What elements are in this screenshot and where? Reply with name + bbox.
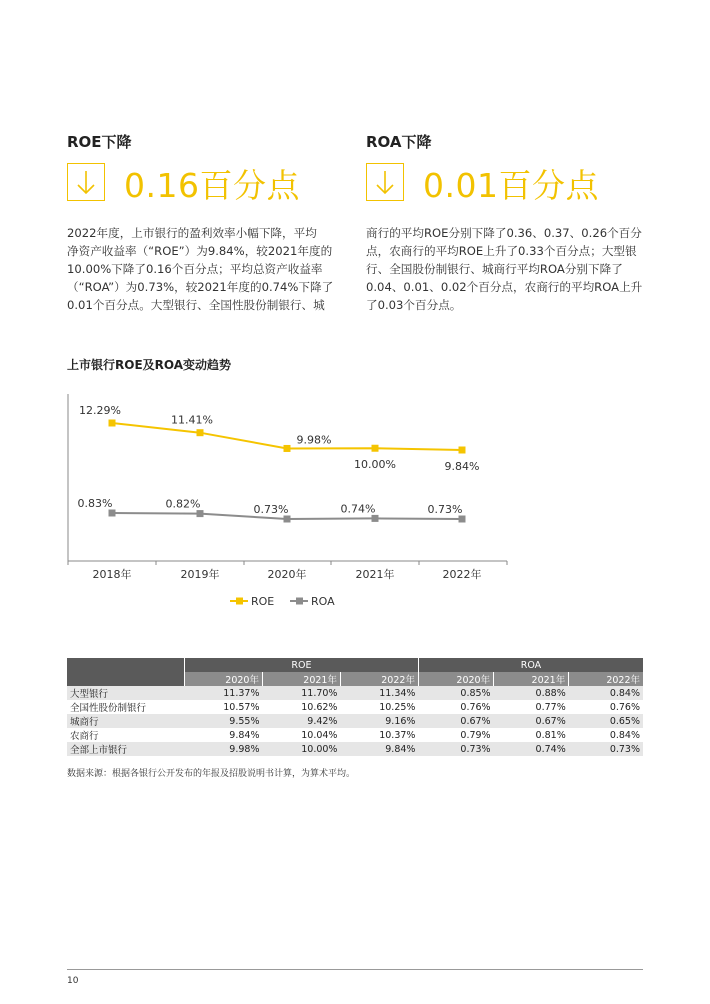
table-cell: 11.70% bbox=[262, 686, 340, 700]
table-cell: 0.79% bbox=[460, 729, 491, 741]
roe-down-arrow-box bbox=[67, 163, 105, 201]
table-cell: 0.76% bbox=[609, 701, 640, 713]
chart-point-roa bbox=[372, 515, 379, 522]
table-cell: 10.25% bbox=[379, 701, 416, 713]
roa-paragraph bbox=[366, 224, 651, 314]
roa-section-title: ROA下降 bbox=[366, 133, 432, 151]
table-year-header: 2020年 bbox=[418, 672, 493, 686]
chart-data-label: 9.98% bbox=[296, 433, 332, 447]
roe-headline: 0.16百分点 bbox=[124, 166, 300, 205]
page-number: 10 bbox=[67, 976, 79, 986]
table-cell: 9.42% bbox=[262, 714, 340, 728]
table-cell: 10.00% bbox=[262, 742, 340, 756]
chart-legend-label: ROA bbox=[311, 595, 335, 608]
table-corner-cell bbox=[67, 658, 185, 672]
table-cell: 0.67% bbox=[494, 714, 569, 728]
table-cell: 0.76% bbox=[460, 701, 491, 713]
table-year-header: 2020年 bbox=[185, 672, 263, 686]
table-year-header: 2022年 bbox=[569, 672, 643, 686]
table-cell: 11.34% bbox=[340, 686, 418, 700]
table-row bbox=[67, 728, 643, 742]
chart-data-label: 9.84% bbox=[444, 460, 480, 473]
chart-legend-marker bbox=[296, 598, 303, 605]
table-row-label: 大型银行 bbox=[67, 686, 185, 700]
table-row-label: 全国性股份制银行 bbox=[70, 703, 147, 714]
roe-roa-table bbox=[67, 658, 643, 756]
table-group-header-row bbox=[67, 658, 643, 672]
chart-x-tick-label: 2022年 bbox=[442, 568, 482, 581]
table-year-header: 2022年 bbox=[340, 672, 418, 686]
footer-divider bbox=[67, 969, 643, 970]
roe-paragraph-line: 2022年度，上市银行的盈利效率小幅下降，平均 bbox=[67, 226, 317, 240]
table-group-header: ROA bbox=[418, 658, 643, 672]
table-cell: 0.74% bbox=[494, 742, 569, 756]
table-year-header-row bbox=[67, 672, 643, 686]
chart-point-roe bbox=[109, 420, 116, 427]
roe-roa-trend-chart bbox=[0, 380, 710, 620]
table-year-header: 2021年 bbox=[262, 672, 340, 686]
chart-data-label: 0.83% bbox=[77, 497, 113, 510]
chart-data-label: 0.74% bbox=[340, 502, 376, 516]
chart-point-roe bbox=[197, 429, 204, 436]
table-cell: 0.85% bbox=[418, 686, 493, 700]
table-cell: 0.73% bbox=[569, 742, 643, 756]
table-cell: 10.37% bbox=[379, 729, 416, 741]
table-cell: 0.65% bbox=[569, 714, 643, 728]
chart-data-label: 11.41% bbox=[171, 413, 213, 427]
roa-paragraph-line: 点，农商行的平均ROE上升了0.33个百分点；大型银 bbox=[366, 244, 637, 258]
roa-paragraph-line: 商行的平均ROE分别下降了0.36、0.37、0.26个百分 bbox=[366, 226, 642, 240]
roe-paragraph-line: 10.00%下降了0.16个百分点；平均总资产收益率 bbox=[67, 262, 323, 276]
chart-point-roe bbox=[459, 447, 466, 454]
source-note: 数据来源：根据各银行公开发布的年报及招股说明书计算，为算术平均。 bbox=[67, 769, 356, 779]
table-cell: 0.88% bbox=[494, 686, 569, 700]
chart-data-label: 12.29% bbox=[79, 404, 121, 417]
table-cell: 0.84% bbox=[609, 729, 640, 741]
roe-paragraph bbox=[67, 224, 347, 314]
table-cell: 0.81% bbox=[535, 729, 566, 741]
chart-point-roa bbox=[284, 516, 291, 523]
roe-paragraph-line: 净资产收益率（“ROE”）为9.84%，较2021年度的 bbox=[67, 244, 333, 258]
table-row bbox=[67, 700, 643, 714]
roa-down-arrow-box bbox=[366, 163, 404, 201]
table-cell: 9.55% bbox=[185, 714, 263, 728]
chart-x-tick-label: 2021年 bbox=[355, 568, 395, 581]
table-cell: 9.84% bbox=[229, 729, 260, 741]
table-group-header: ROE bbox=[185, 658, 419, 672]
roe-paragraph-line: 0.01个百分点。大型银行、全国性股份制银行、城 bbox=[67, 298, 325, 312]
arrow-down-icon bbox=[374, 169, 396, 195]
roa-headline: 0.01百分点 bbox=[423, 166, 599, 205]
table-cell: 0.77% bbox=[535, 701, 566, 713]
table-row-label: 城商行 bbox=[67, 714, 185, 728]
table-row-label: 全部上市银行 bbox=[67, 742, 185, 756]
chart-point-roe bbox=[284, 445, 291, 452]
roe-paragraph-line: （“ROA”）为0.73%，较2021年度的0.74%下降了 bbox=[67, 280, 334, 294]
roe-section-title: ROE下降 bbox=[67, 133, 132, 151]
table-row bbox=[67, 714, 643, 728]
table-corner-cell bbox=[67, 672, 185, 686]
table-cell: 9.98% bbox=[185, 742, 263, 756]
table-cell: 9.84% bbox=[340, 742, 418, 756]
roa-paragraph-line: 0.04、0.01、0.02个百分点，农商行的平均ROA上升 bbox=[366, 280, 643, 294]
table-row bbox=[67, 686, 643, 700]
chart-legend-marker bbox=[236, 598, 243, 605]
table-year-header: 2021年 bbox=[494, 672, 569, 686]
table-cell: 0.84% bbox=[569, 686, 643, 700]
table-row-label: 农商行 bbox=[70, 731, 99, 742]
arrow-down-icon bbox=[75, 169, 97, 195]
chart-data-label: 0.82% bbox=[165, 497, 201, 511]
table-cell: 0.67% bbox=[418, 714, 493, 728]
chart-data-label: 0.73% bbox=[427, 503, 463, 516]
chart-x-tick-label: 2020年 bbox=[267, 568, 307, 581]
chart-x-tick-label: 2018年 bbox=[92, 568, 132, 581]
roa-paragraph-line: 行、全国股份制银行、城商行平均ROA分别下降了 bbox=[366, 262, 623, 276]
table-cell: 11.37% bbox=[185, 686, 263, 700]
table-cell: 10.57% bbox=[223, 701, 260, 713]
chart-data-label: 0.73% bbox=[253, 503, 289, 516]
table-row bbox=[67, 742, 643, 756]
chart-point-roe bbox=[372, 445, 379, 452]
table-cell: 0.73% bbox=[418, 742, 493, 756]
table-cell: 9.16% bbox=[340, 714, 418, 728]
roa-paragraph-line: 了0.03个百分点。 bbox=[366, 298, 462, 312]
chart-point-roa bbox=[459, 516, 466, 523]
table-cell: 10.04% bbox=[301, 729, 338, 741]
chart-title: 上市银行ROE及ROA变动趋势 bbox=[67, 358, 232, 372]
chart-point-roa bbox=[197, 510, 204, 517]
chart-point-roa bbox=[109, 510, 116, 517]
chart-legend-label: ROE bbox=[251, 595, 275, 608]
table-cell: 10.62% bbox=[301, 701, 338, 713]
chart-x-tick-label: 2019年 bbox=[180, 568, 220, 581]
chart-data-label: 10.00% bbox=[354, 458, 396, 472]
